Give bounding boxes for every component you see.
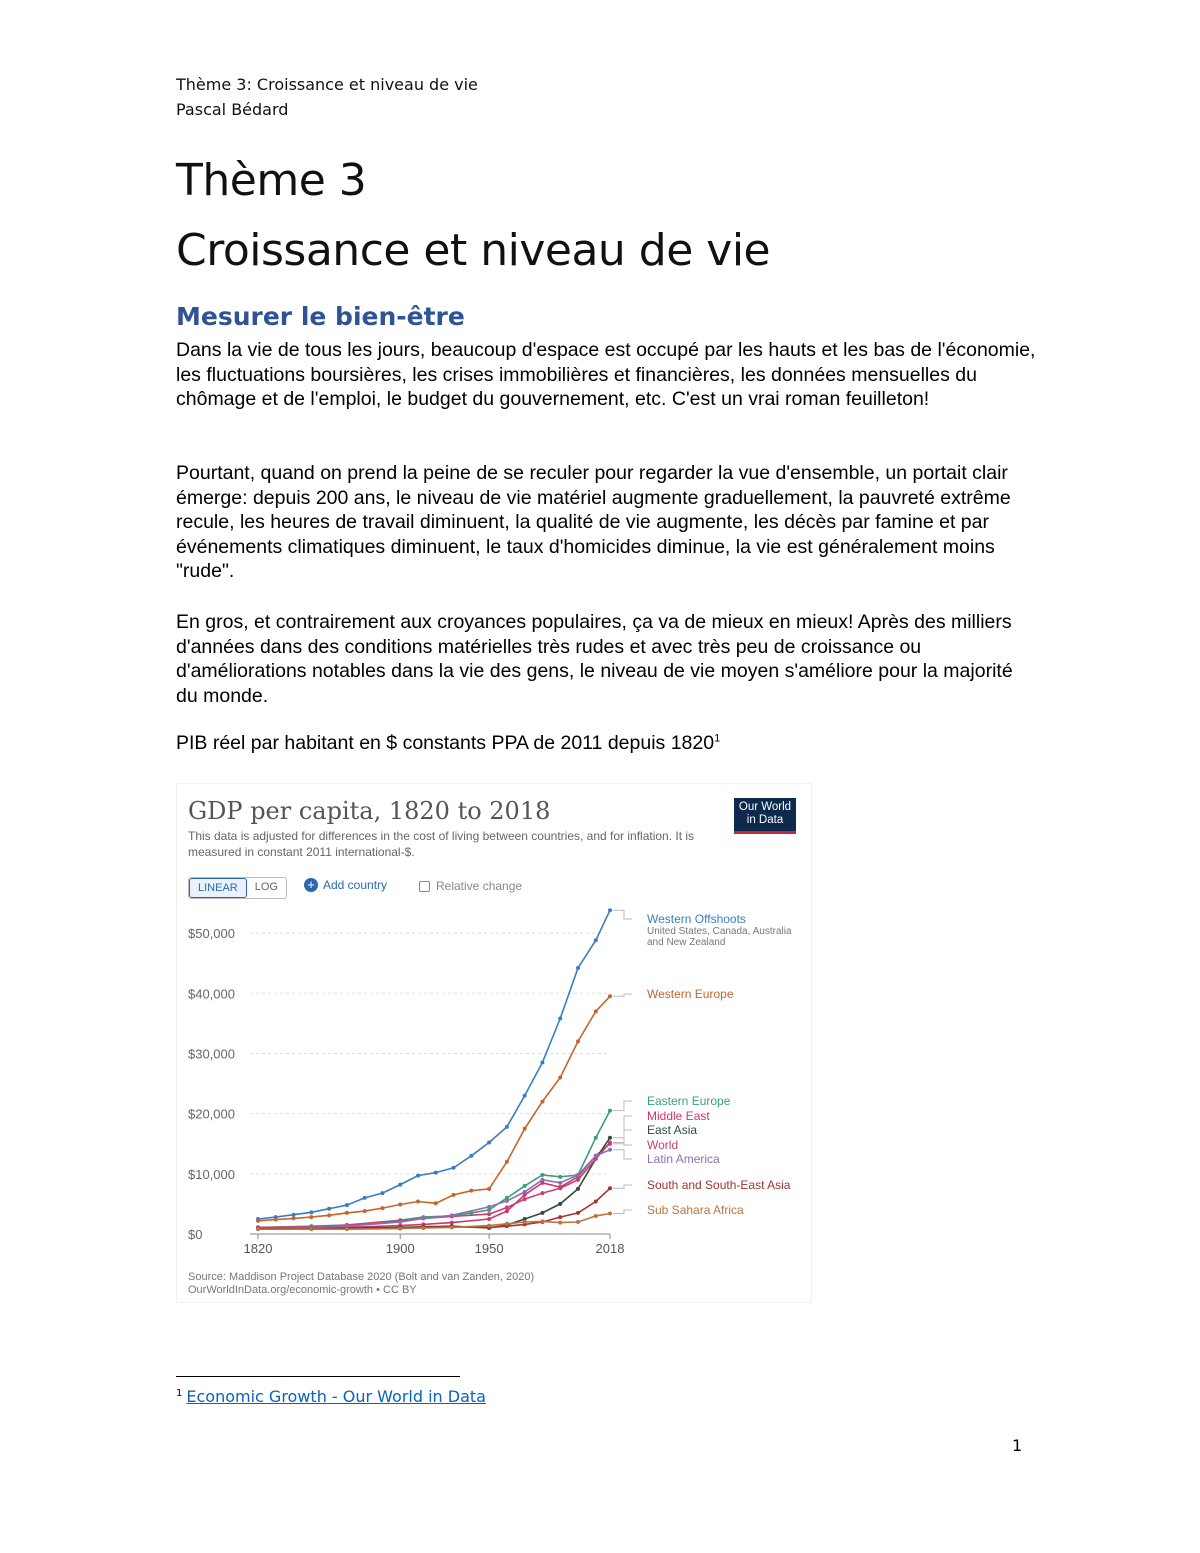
source-line-2: OurWorldInData.org/economic-growth • CC BY <box>188 1284 417 1296</box>
data-point <box>345 1203 349 1207</box>
chart-title: GDP per capita, 1820 to 2018 <box>188 797 551 825</box>
data-point <box>576 1039 580 1043</box>
data-point <box>608 994 612 998</box>
data-point <box>523 1197 527 1201</box>
label-connector <box>613 994 632 996</box>
data-point <box>452 1166 456 1170</box>
line-plot <box>176 783 812 1263</box>
data-point <box>487 1224 491 1228</box>
logo-line-2: in Data <box>746 814 784 826</box>
data-point <box>576 1211 580 1215</box>
data-point <box>469 1154 473 1158</box>
series-label: World <box>647 1138 679 1152</box>
data-point <box>540 1178 544 1182</box>
data-point <box>523 1184 527 1188</box>
data-point <box>505 1209 509 1213</box>
data-point <box>363 1196 367 1200</box>
data-point <box>558 1186 562 1190</box>
add-country-label: Add country <box>323 878 388 892</box>
data-point <box>540 1219 544 1223</box>
header-title: Thème 3: Croissance et niveau de vie <box>176 75 478 94</box>
data-point <box>380 1191 384 1195</box>
x-tick-label: 1900 <box>385 1241 415 1256</box>
data-point <box>594 1154 598 1158</box>
x-tick-label: 2018 <box>595 1241 625 1256</box>
label-connector <box>613 1185 632 1188</box>
data-point <box>576 966 580 970</box>
chart-figure <box>176 783 812 1303</box>
label-connector <box>613 910 632 919</box>
data-point <box>576 1220 580 1224</box>
data-point <box>345 1211 349 1215</box>
data-point <box>558 1175 562 1179</box>
data-point <box>608 1186 612 1190</box>
series-sublabel: United States, Canada, Australia and New Zealand <box>647 926 792 948</box>
data-point <box>292 1216 296 1220</box>
data-point <box>416 1200 420 1204</box>
data-point <box>450 1221 454 1225</box>
footnote-separator <box>176 1376 460 1377</box>
data-point <box>505 1199 509 1203</box>
data-point <box>608 1141 612 1145</box>
data-point <box>540 1173 544 1177</box>
data-point <box>523 1127 527 1131</box>
title-line-2: Croissance et niveau de vie <box>176 225 771 276</box>
data-point <box>380 1206 384 1210</box>
data-point <box>398 1183 402 1187</box>
data-point <box>487 1212 491 1216</box>
data-point <box>327 1213 331 1217</box>
series-line-eastern-europe <box>258 1111 610 1228</box>
data-point <box>523 1094 527 1098</box>
footnote-number: 1 <box>176 1387 183 1399</box>
data-point <box>256 1227 260 1231</box>
page-number: 1 <box>1012 1436 1023 1455</box>
data-point <box>345 1227 349 1231</box>
document-title <box>176 146 770 286</box>
data-point <box>505 1222 509 1226</box>
data-point <box>576 1187 580 1191</box>
data-point <box>576 1178 580 1182</box>
y-tick-label: $30,000 <box>188 1046 235 1062</box>
running-header <box>176 72 478 122</box>
data-point <box>292 1213 296 1217</box>
data-point <box>487 1141 491 1145</box>
data-point <box>558 1221 562 1225</box>
data-point <box>487 1205 491 1209</box>
data-point <box>608 1212 612 1216</box>
source-line-1: Source: Maddison Project Database 2020 (Bolt and van Zanden, 2020) <box>188 1271 535 1283</box>
data-point <box>309 1215 313 1219</box>
data-point <box>540 1060 544 1064</box>
paragraph-3: En gros, et contrairement aux croyances populaires, ça va de mieux en mieux! Après des milliers d'années dans des conditions matérielles très rudes et avec très peu de croissance ou d'améliorations notables dans la vie des gens, le niveau de vie moyen s'améliore pour la majorité du monde. <box>176 611 1013 707</box>
data-point <box>594 1136 598 1140</box>
series-label: Eastern Europe <box>647 1094 731 1108</box>
data-point <box>256 1219 260 1223</box>
paragraph-1: Dans la vie de tous les jours, beaucoup d'espace est occupé par les hauts et les bas de l'économie, les fluctuations boursières, les crises immobilières et financières, les données mensuelles du chômage et de l'emploi, le budget du gouvernement, etc. C'est un vrai roman feuilleton! <box>176 339 1036 411</box>
x-tick-label: 1820 <box>243 1241 273 1256</box>
data-point <box>398 1203 402 1207</box>
data-point <box>505 1206 509 1210</box>
label-connector <box>613 1101 632 1111</box>
data-point <box>523 1190 527 1194</box>
data-point <box>421 1216 425 1220</box>
section-heading: Mesurer le bien-être <box>176 302 465 331</box>
data-point <box>558 1181 562 1185</box>
data-point <box>558 1017 562 1021</box>
linear-toggle-button[interactable]: LINEAR <box>189 878 247 898</box>
log-toggle-button[interactable]: LOG <box>254 881 278 893</box>
footnote <box>176 1387 486 1406</box>
series-label: South and South-East Asia <box>647 1178 791 1192</box>
paragraph-2: Pourtant, quand on prend la peine de se reculer pour regarder la vue d'ensemble, un portait clair émerge: depuis 200 ans, le niveau de vie matériel augmente graduellement, la pauvreté extrême recule, les heures de travail diminuent, la qualité de vie augmente, les décès par famine et par événements climatiques diminuent, le taux d'homicides diminue, la vie est généralement moins "rude". <box>176 462 1011 583</box>
header-author: Pascal Bédard <box>176 100 289 119</box>
chart-source <box>188 1271 534 1297</box>
data-point <box>398 1220 402 1224</box>
series-label: Latin America <box>647 1152 720 1166</box>
data-point <box>452 1193 456 1197</box>
data-point <box>608 1136 612 1140</box>
plus-icon: + <box>304 878 318 892</box>
data-point <box>416 1174 420 1178</box>
figure-caption <box>176 732 720 755</box>
data-point <box>558 1215 562 1219</box>
data-point <box>540 1211 544 1215</box>
label-connector <box>613 1130 632 1138</box>
data-point <box>505 1160 509 1164</box>
data-point <box>523 1220 527 1224</box>
label-connector <box>613 1210 632 1214</box>
data-point <box>434 1171 438 1175</box>
data-point <box>540 1191 544 1195</box>
footnote-link[interactable]: Economic Growth - Our World in Data <box>186 1387 486 1406</box>
data-point <box>421 1226 425 1230</box>
series-line-world <box>258 1143 610 1228</box>
data-point <box>469 1189 473 1193</box>
data-point <box>363 1209 367 1213</box>
chart-subtitle: This data is adjusted for differences in the cost of living between countries, and for inflation. It is measured in constant 2011 international-$. <box>188 829 695 859</box>
series-label: Sub Sahara Africa <box>647 1203 744 1217</box>
data-point <box>558 1202 562 1206</box>
logo-line-1: Our World <box>738 801 792 813</box>
data-point <box>487 1217 491 1221</box>
data-point <box>594 938 598 942</box>
y-tick-label: $10,000 <box>188 1166 235 1182</box>
data-point <box>487 1187 491 1191</box>
data-point <box>327 1207 331 1211</box>
data-point <box>274 1218 278 1222</box>
series-label: East Asia <box>647 1123 698 1137</box>
footnote-ref[interactable]: 1 <box>714 732 721 745</box>
data-point <box>594 1200 598 1204</box>
series-label: Middle East <box>647 1109 710 1123</box>
data-point <box>434 1201 438 1205</box>
series-label: Western Europe <box>647 987 734 1001</box>
caption-text: PIB réel par habitant en $ constants PPA de 2011 depuis 1820 <box>176 732 715 754</box>
data-point <box>608 908 612 912</box>
data-point <box>558 1076 562 1080</box>
title-line-1: Thème 3 <box>176 155 367 206</box>
data-point <box>576 1173 580 1177</box>
data-point <box>540 1100 544 1104</box>
y-tick-label: $0 <box>188 1227 203 1242</box>
data-point <box>309 1227 313 1231</box>
x-tick-label: 1950 <box>474 1241 504 1256</box>
relative-change-label: Relative change <box>436 879 523 893</box>
data-point <box>608 1109 612 1113</box>
data-point <box>398 1227 402 1231</box>
data-point <box>594 1009 598 1013</box>
y-tick-label: $40,000 <box>188 986 235 1002</box>
data-point <box>450 1225 454 1229</box>
series-label: Western Offshoots <box>647 912 746 926</box>
data-point <box>608 1148 612 1152</box>
label-connector <box>613 1150 632 1159</box>
data-point <box>309 1210 313 1214</box>
y-tick-label: $50,000 <box>188 926 235 942</box>
data-point <box>505 1125 509 1129</box>
y-tick-label: $20,000 <box>188 1106 235 1122</box>
data-point <box>450 1213 454 1217</box>
data-point <box>594 1214 598 1218</box>
